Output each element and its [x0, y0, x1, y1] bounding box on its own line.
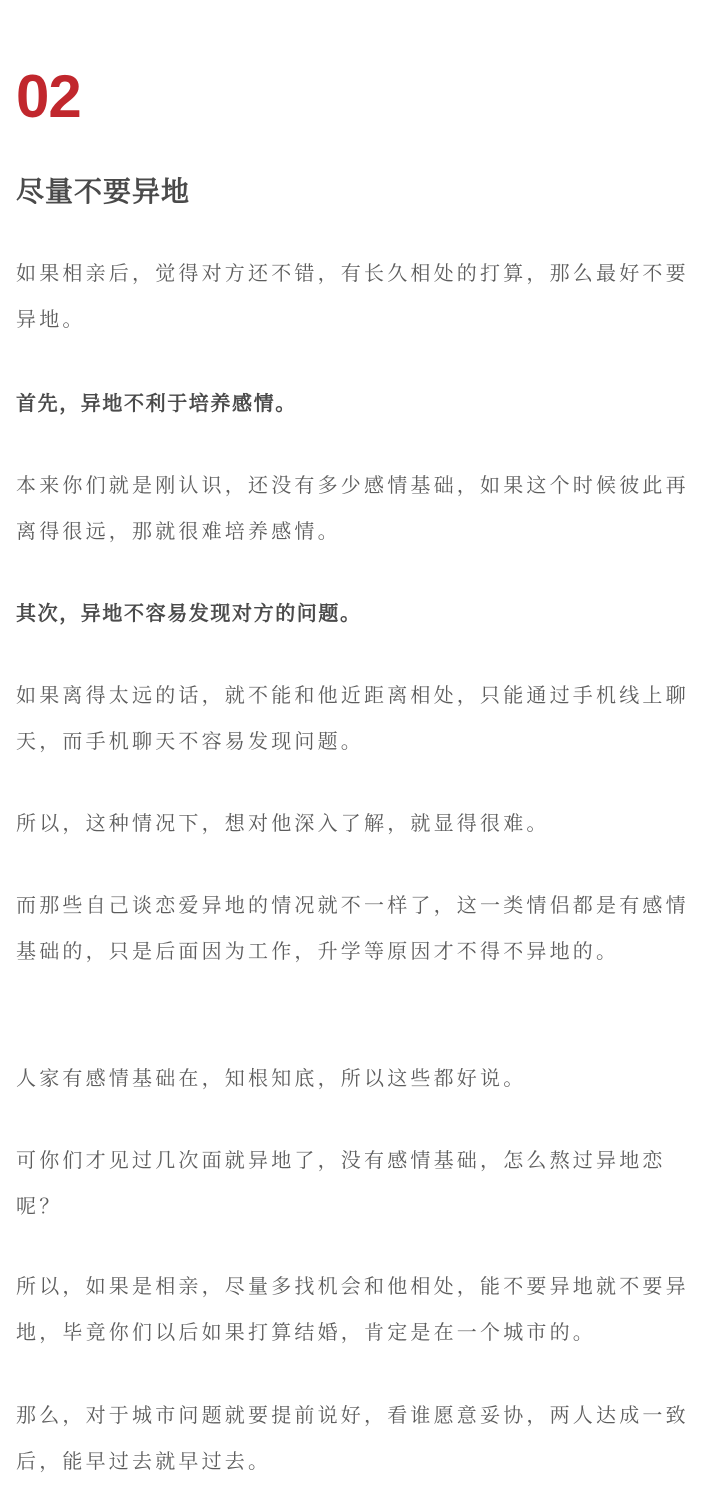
paragraph-8: 所以，如果是相亲，尽量多找机会和他相处，能不要异地就不要异地，毕竟你们以后如果打算结婚，肯定是在一个城市的。 — [16, 1274, 689, 1344]
paragraph-7: 可你们才见过几次面就异地了，没有感情基础，怎么熬过异地恋呢？ — [16, 1148, 666, 1218]
paragraph-4: 所以，这种情况下，想对他深入了解，就显得很难。 — [16, 811, 550, 835]
paragraph-2: 本来你们就是刚认识，还没有多少感情基础，如果这个时候彼此再离得很远，那就很难培养感情。 — [16, 473, 689, 543]
paragraph-6: 人家有感情基础在，知根知底，所以这些都好说。 — [16, 1066, 527, 1090]
section-title: 尽量不要异地 — [16, 175, 191, 208]
subheading-first-point: 首先，异地不利于培养感情。 — [16, 391, 297, 415]
paragraph-5: 而那些自己谈恋爱异地的情况就不一样了，这一类情侣都是有感情基础的，只是后面因为工作，升学等原因才不得不异地的。 — [16, 893, 689, 963]
subheading-second-point: 其次，异地不容易发现对方的问题。 — [16, 601, 362, 625]
section-number: 02 — [16, 63, 81, 130]
paragraph-9: 那么，对于城市问题就要提前说好，看谁愿意妥协，两人达成一致后，能早过去就早过去。 — [16, 1403, 689, 1473]
paragraph-1: 如果相亲后，觉得对方还不错，有长久相处的打算，那么最好不要异地。 — [16, 261, 689, 331]
paragraph-3: 如果离得太远的话，就不能和他近距离相处，只能通过手机线上聊天，而手机聊天不容易发现问题。 — [16, 683, 689, 753]
